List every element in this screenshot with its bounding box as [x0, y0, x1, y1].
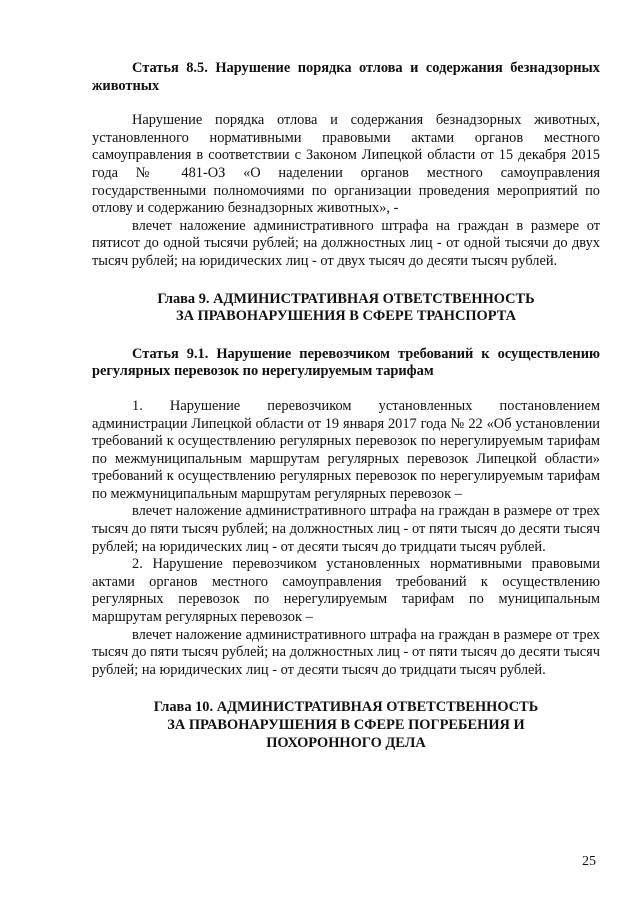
article-9-1-title: Статья 9.1. Нарушение перевозчиком требований к осуществлению регулярных перевозок по нерегулируемым тарифам [92, 345, 600, 380]
page-number: 25 [582, 854, 596, 869]
chapter-10-title-line-2: ЗА ПРАВОНАРУШЕНИЯ В СФЕРЕ ПОГРЕБЕНИЯ И [167, 717, 525, 733]
article-8-5-paragraph-2: влечет наложение административного штрафа на граждан в размере от пятисот до одной тысячи рублей; на должностных лиц - от одной тысячи до двух тысяч рублей; на юридических лиц - от двух тысяч до десяти тысяч рублей. [92, 217, 600, 269]
chapter-9-title-line-1: Глава 9. АДМИНИСТРАТИВНАЯ ОТВЕТСТВЕННОСТЬ [157, 290, 535, 307]
article-8-5-paragraph-1: Нарушение порядка отлова и содержания безнадзорных животных, установленного нормативными правовыми актами органов местного самоуправления в соответствии с Законом Липецкой области от 15 декабря 2015 года № 481-ОЗ «О наделении органов местного самоуправления государственными полномочиями по организации проведения мероприятий по отлову и содержанию безнадзорных животных», - [92, 112, 600, 217]
article-8-5-title: Статья 8.5. Нарушение порядка отлова и содержания безнадзорных животных [92, 60, 600, 94]
chapter-10-title-line-3: ПОХОРОННОГО ДЕЛА [266, 734, 426, 751]
article-9-1-paragraph-4: влечет наложение административного штрафа на граждан в размере от трех тысяч до пяти тысяч рублей; на должностных лиц - от пяти тысяч до десяти тысяч рублей; на юридических лиц - от десяти тысяч до тридцати тысяч рублей. [92, 626, 600, 678]
chapter-9-title-line-2: ЗА ПРАВОНАРУШЕНИЯ В СФЕРЕ ТРАНСПОРТА [176, 308, 516, 325]
article-9-1-paragraph-2: влечет наложение административного штрафа на граждан в размере от трех тысяч до пяти тысяч рублей; на должностных лиц - от пяти тысяч до десяти тысяч рублей; на юридических лиц - от десяти тысяч до тридцати тысяч рублей. [92, 503, 600, 555]
article-9-1-paragraph-1: 1. Нарушение перевозчиком установленных постановлением администрации Липецкой области от 19 января 2017 года № 22 «Об установлении требований к осуществлению регулярных перевозок по нерегулируемым тарифам по межмуниципальным маршрутам регулярных перевозок Липецкой области» требований к осуществлению регулярных перевозок по нерегулируемым тарифам по межмуниципальным маршрутам регулярных перевозок – [92, 397, 600, 502]
chapter-10-title-line-1: Глава 10. АДМИНИСТРАТИВНАЯ ОТВЕТСТВЕННОСТЬ [153, 699, 539, 716]
article-9-1-paragraph-3: 2. Нарушение перевозчиком установленных нормативными правовыми актами органов местного самоуправления требований к осуществлению регулярных перевозок по нерегулируемым тарифам по муниципальным маршрутам регулярных перевозок – [92, 556, 600, 626]
document-page [92, 60, 600, 752]
